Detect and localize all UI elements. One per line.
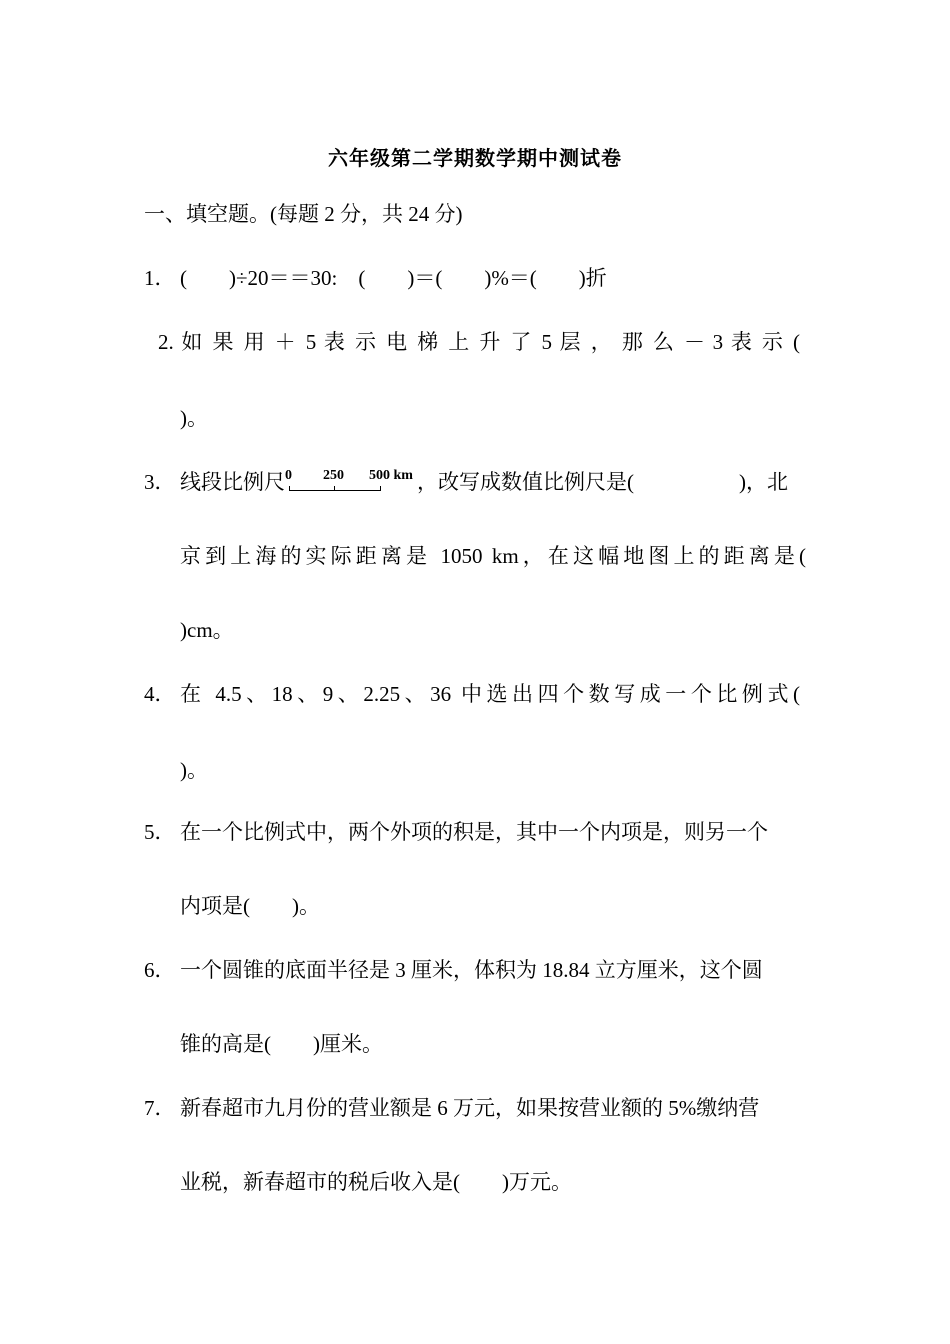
question-number: 5． xyxy=(144,820,176,844)
question-6-line-2: 锥的高是( )厘米。 xyxy=(180,1032,383,1056)
scale-bar xyxy=(285,468,417,496)
question-3-line-2: 京到上海的实际距离是 1050 km，在这幅地图上的距离是( xyxy=(180,544,806,568)
question-number: 3． xyxy=(144,470,176,494)
scale-bar-line xyxy=(289,486,381,491)
question-number: 4． xyxy=(144,682,176,706)
scale-bar-tick xyxy=(334,486,335,491)
question-4-line-2: )。 xyxy=(180,758,208,782)
question-text: ( )÷20＝＝30: ( )＝( )%＝( )折 xyxy=(180,266,607,290)
page-title: 六年级第二学期数学期中测试卷 xyxy=(328,148,622,170)
question-text: 线段比例尺 xyxy=(180,470,285,494)
question-text: 在一个比例式中，两个外项的积是，其中一个内项是，则另一个 xyxy=(180,820,768,844)
scale-label-250: 250 xyxy=(323,468,344,483)
question-number: 7． xyxy=(144,1096,176,1120)
section-heading: 一、填空题。(每题 2 分，共 24 分) xyxy=(144,202,463,226)
question-7-line-1 xyxy=(144,1094,759,1122)
question-text: 在 4.5、18、9、2.25、36 中选出四个数写成一个比例式( xyxy=(180,682,800,706)
question-7-line-2: 业税，新春超市的税后收入是( )万元。 xyxy=(180,1170,572,1194)
scale-label-0: 0 xyxy=(285,468,292,483)
question-text: ，改写成数值比例尺是( )，北 xyxy=(417,470,788,494)
question-5-line-1 xyxy=(144,818,768,846)
question-text: 一个圆锥的底面半径是 3 厘米，体积为 18.84 立方厘米，这个圆 xyxy=(180,958,763,982)
question-5-line-2: 内项是( )。 xyxy=(180,894,320,918)
question-2-line-1: 2. 如 果 用 ＋ 5 表 示 电 梯 上 升 了 5 层 ， 那 么 － 3 表 示 ( xyxy=(158,330,800,354)
question-3-line-1 xyxy=(144,468,788,496)
question-text: 新春超市九月份的营业额是 6 万元，如果按营业额的 5%缴纳营 xyxy=(180,1096,760,1120)
scale-label-500: 500 km xyxy=(369,468,413,483)
question-2-line-2: )。 xyxy=(180,406,208,430)
question-3-line-3: )cm。 xyxy=(180,618,234,642)
question-number: 6． xyxy=(144,958,176,982)
question-6-line-1 xyxy=(144,956,763,984)
question-4-line-1 xyxy=(144,680,800,708)
question-number: 1． xyxy=(144,266,176,290)
question-1 xyxy=(144,264,607,292)
